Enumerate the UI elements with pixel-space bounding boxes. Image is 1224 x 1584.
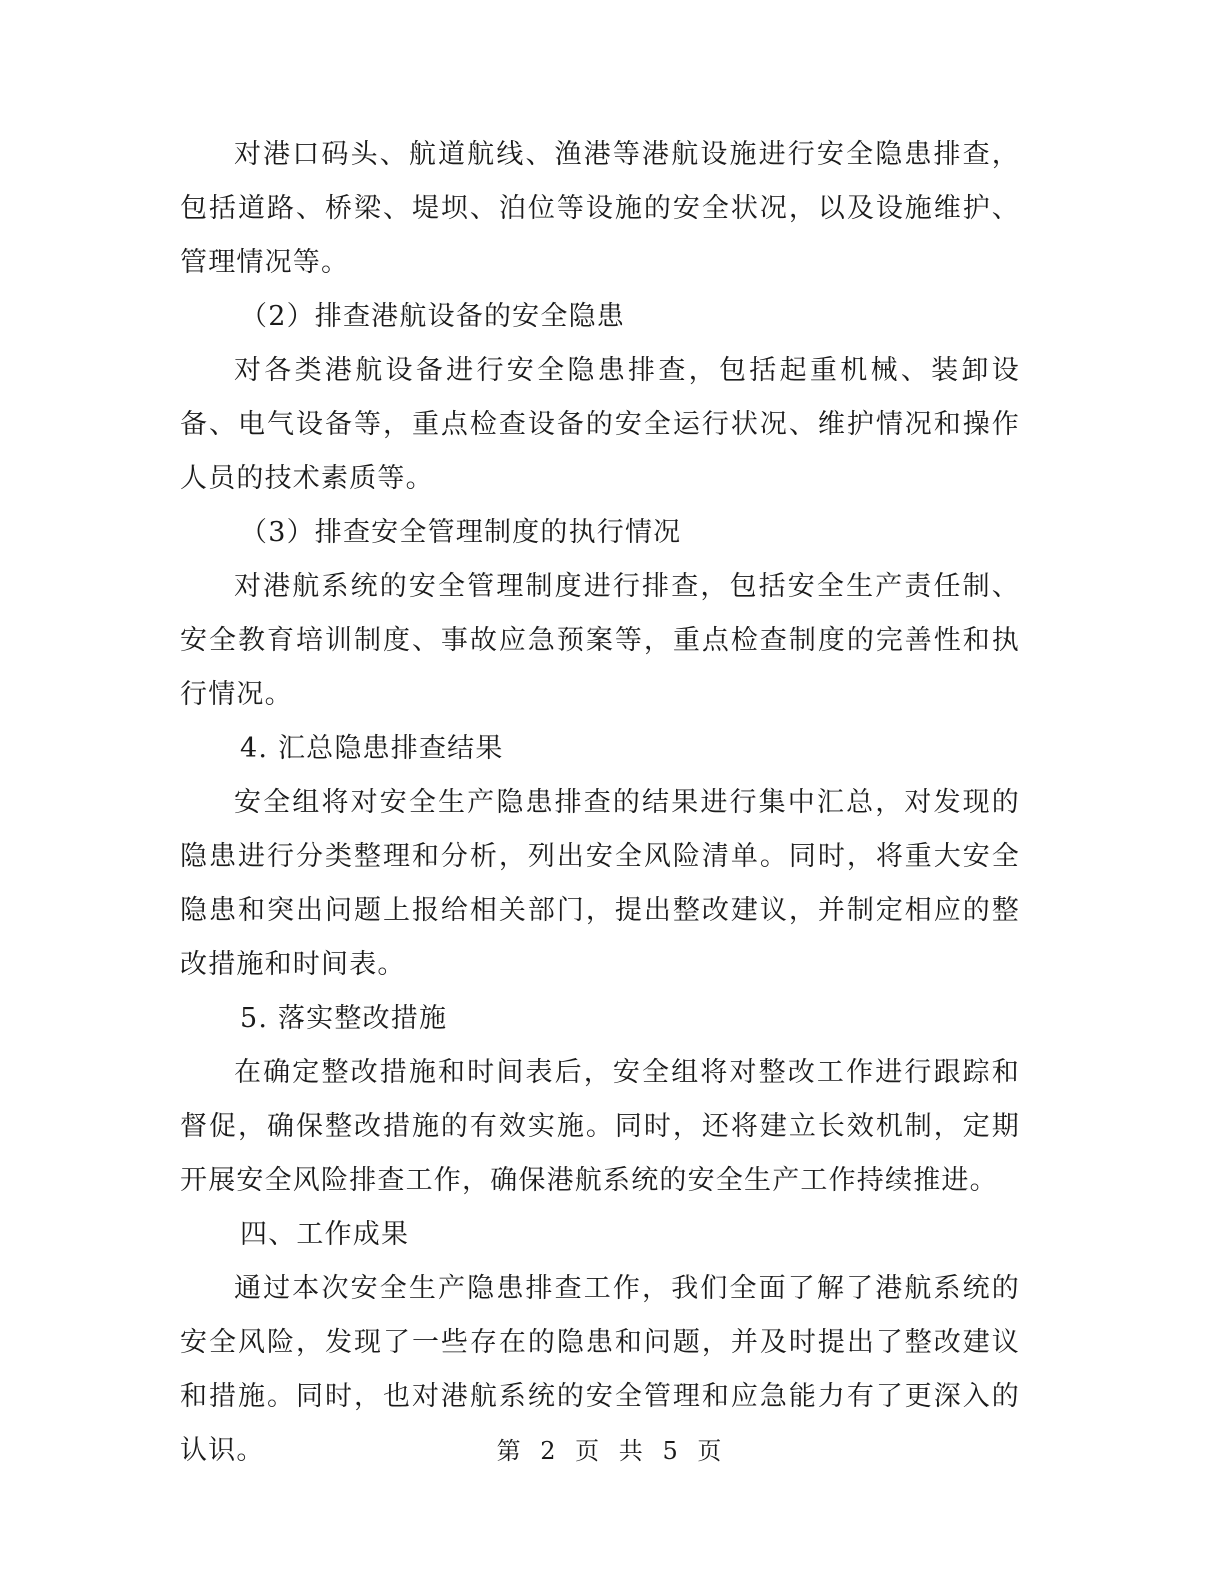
page-number-footer: 第 2 页 共 5 页 (496, 1437, 728, 1465)
paragraph-work-results: 通过本次安全生产隐患排查工作，我们全面了解了港航系统的安全风险，发现了一些存在的隐患和问题，并及时提出了整改建议和措施。同时，也对港航系统的安全管理和应急能力有了更深入的认识。 (180, 1273, 1020, 1466)
heading-summarize-results: 4. 汇总隐患排查结果 (240, 733, 504, 764)
paragraph-management-inspection: 对港航系统的安全管理制度进行排查，包括安全生产责任制、安全教育培训制度、事故应急预案等，重点检查制度的完善性和执行情况。 (180, 571, 1020, 710)
heading-work-results: 四、工作成果 (240, 1219, 410, 1250)
paragraph-implement-rectification: 在确定整改措施和时间表后，安全组将对整改工作进行跟踪和督促，确保整改措施的有效实施。同时，还将建立长效机制，定期开展安全风险排查工作，确保港航系统的安全生产工作持续推进。 (180, 1057, 1020, 1196)
paragraph-summarize-results: 安全组将对安全生产隐患排查的结果进行集中汇总，对发现的隐患进行分类整理和分析，列出安全风险清单。同时，将重大安全隐患和突出问题上报给相关部门，提出整改建议，并制定相应的整改措施和时间表。 (180, 787, 1020, 980)
heading-equipment-hazards: （2）排查港航设备的安全隐患 (240, 301, 625, 332)
heading-implement-rectification: 5. 落实整改措施 (240, 1003, 448, 1034)
document-body (180, 128, 1020, 1478)
heading-management-system: （3）排查安全管理制度的执行情况 (240, 517, 682, 548)
paragraph-equipment-inspection: 对各类港航设备进行安全隐患排查，包括起重机械、装卸设备、电气设备等，重点检查设备的安全运行状况、维护情况和操作人员的技术素质等。 (180, 355, 1020, 494)
paragraph-facility-inspection: 对港口码头、航道航线、渔港等港航设施进行安全隐患排查，包括道路、桥梁、堤坝、泊位等设施的安全状况，以及设施维护、管理情况等。 (180, 139, 1020, 278)
